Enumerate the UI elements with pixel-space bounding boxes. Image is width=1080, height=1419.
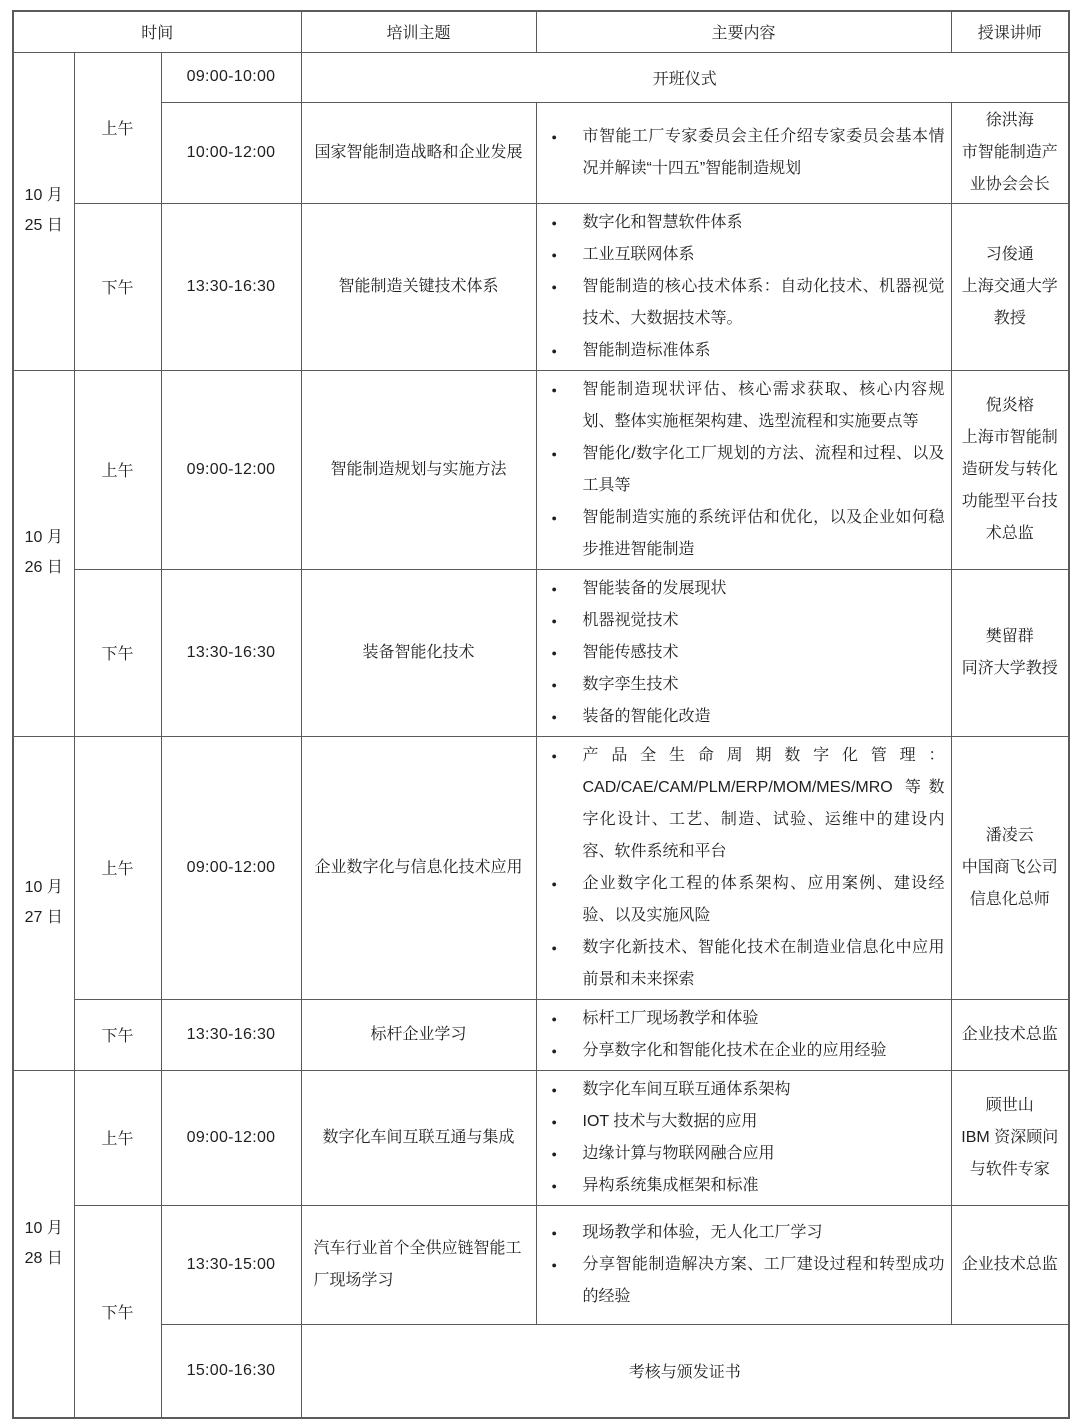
time-cell: 13:30-15:00 [161, 1205, 301, 1324]
lecturer-cell [951, 569, 1069, 736]
row-oct28-assessment [13, 1324, 1069, 1418]
bullet-text: 智能制造实施的系统评估和优化，以及企业如何稳步推进智能制造 [582, 508, 945, 558]
topic-cell: 企业数字化与信息化技术应用 [301, 736, 536, 999]
bullet-text: IOT 技术与大数据的应用 [582, 1112, 758, 1130]
bullet-icon: ● [551, 384, 557, 395]
bullet-item [549, 1249, 945, 1313]
lecturer-title: 与软件专家 [969, 1160, 1050, 1178]
bullet-text: 异构系统集成框架和标准 [582, 1176, 759, 1194]
bullet-icon: ● [551, 131, 557, 142]
bullet-item [549, 1170, 945, 1202]
bullet-item [549, 335, 945, 367]
bullet-icon: ● [551, 583, 557, 594]
bullet-icon: ● [551, 1013, 557, 1024]
bullet-text: 智能制造现状评估、核心需求获取、核心内容规划、整体实施框架构建、选型流程和实施要点等 [582, 380, 945, 430]
banner-cell-assessment: 考核与颁发证书 [301, 1324, 1069, 1418]
time-cell: 09:00-12:00 [161, 1070, 301, 1205]
lecturer-title: 企业技术总监 [961, 1255, 1058, 1273]
time-cell: 10:00-12:00 [161, 102, 301, 203]
bullet-icon: ● [551, 1084, 557, 1095]
bullet-text: 智能化/数字化工厂规划的方法、流程和过程、以及工具等 [582, 444, 945, 494]
bullet-text: 分享数字化和智能化技术在企业的应用经验 [582, 1041, 887, 1059]
bullet-item [549, 502, 945, 566]
row-oct25-pm [13, 203, 1069, 370]
bullet-item [549, 239, 945, 271]
bullet-text: 产品全生命周期数字化管理：CAD/CAE/CAM/PLM/ERP/MOM/MES/MRO 等数字化设计、工艺、制造、试验、运维中的建设内容、软件系统和平台 [582, 746, 945, 860]
bullet-icon: ● [551, 679, 557, 690]
bullet-icon: ● [551, 1045, 557, 1056]
bullet-text: 智能装备的发展现状 [582, 579, 727, 597]
bullet-icon: ● [551, 512, 557, 523]
bullet-text: 装备的智能化改造 [582, 707, 711, 725]
time-cell: 13:30-16:30 [161, 569, 301, 736]
lecturer-cell [951, 1205, 1069, 1324]
bullet-icon: ● [551, 878, 557, 889]
topic-cell: 国家智能制造战略和企业发展 [301, 102, 536, 203]
row-oct28-pm1 [13, 1205, 1069, 1324]
bullet-item [549, 1074, 945, 1106]
content-cell [536, 736, 951, 999]
ampm-cell: 上午 [74, 1070, 161, 1205]
bullet-text: 数字化车间互联互通体系架构 [582, 1080, 791, 1098]
lecturer-cell [951, 736, 1069, 999]
header-row [13, 11, 1069, 52]
bullet-item [549, 605, 945, 637]
lecturer-name: 倪炎榕 [985, 396, 1034, 414]
lecturer-cell [951, 370, 1069, 569]
ampm-cell: 下午 [74, 1205, 161, 1418]
header-time: 时间 [13, 11, 301, 52]
schedule-table [12, 10, 1070, 1419]
date-cell-oct27: 10 月 27 日 [13, 736, 74, 1070]
bullet-text: 市智能工厂专家委员会主任介绍专家委员会基本情况并解读“十四五”智能制造规划 [582, 127, 945, 177]
row-oct28-am [13, 1070, 1069, 1205]
content-cell [536, 569, 951, 736]
content-cell [536, 203, 951, 370]
bullet-item [549, 669, 945, 701]
bullet-text: 机器视觉技术 [582, 611, 679, 629]
bullet-item [549, 1106, 945, 1138]
ampm-cell: 上午 [74, 370, 161, 569]
lecturer-title: IBM 资深顾问 [961, 1128, 1059, 1146]
topic-cell: 智能制造规划与实施方法 [301, 370, 536, 569]
bullet-item [549, 207, 945, 239]
banner-cell-opening: 开班仪式 [301, 52, 1069, 102]
date-cell-oct26: 10 月 26 日 [13, 370, 74, 736]
bullet-item [549, 701, 945, 733]
topic-cell: 智能制造关键技术体系 [301, 203, 536, 370]
lecturer-name: 樊留群 [985, 627, 1034, 645]
bullet-item [549, 1138, 945, 1170]
bullet-item [549, 1217, 945, 1249]
lecturer-cell [951, 102, 1069, 203]
bullet-icon: ● [551, 1180, 557, 1191]
content-cell [536, 102, 951, 203]
bullet-item [549, 374, 945, 438]
bullet-icon: ● [551, 1227, 557, 1238]
bullet-item [549, 1003, 945, 1035]
lecturer-cell [951, 1070, 1069, 1205]
row-oct26-am [13, 370, 1069, 569]
lecturer-name: 徐洪海 [985, 111, 1034, 129]
bullet-icon: ● [551, 217, 557, 228]
bullet-text: 智能制造标准体系 [582, 341, 711, 359]
bullet-item [549, 1035, 945, 1067]
content-cell [536, 370, 951, 569]
lecturer-cell [951, 203, 1069, 370]
lecturer-title: 上海交通大学教授 [961, 277, 1058, 327]
lecturer-name: 潘凌云 [985, 826, 1034, 844]
bullet-icon: ● [551, 281, 557, 292]
time-cell: 09:00-12:00 [161, 370, 301, 569]
time-cell: 15:00-16:30 [161, 1324, 301, 1418]
bullet-icon: ● [551, 647, 557, 658]
bullet-icon: ● [551, 615, 557, 626]
content-cell [536, 999, 951, 1070]
lecturer-cell [951, 999, 1069, 1070]
bullet-text: 标杆工厂现场教学和体验 [582, 1009, 759, 1027]
bullet-icon: ● [551, 1259, 557, 1270]
header-topic: 培训主题 [301, 11, 536, 52]
ampm-cell: 上午 [74, 736, 161, 999]
bullet-icon: ● [551, 1116, 557, 1127]
lecturer-title: 企业技术总监 [961, 1025, 1058, 1043]
date-cell-oct25: 10 月 25 日 [13, 52, 74, 370]
row-oct27-pm [13, 999, 1069, 1070]
header-lecturer: 授课讲师 [951, 11, 1069, 52]
ampm-cell: 下午 [74, 203, 161, 370]
row-oct26-pm [13, 569, 1069, 736]
topic-cell: 数字化车间互联互通与集成 [301, 1070, 536, 1205]
lecturer-title: 中国商飞公司信息化总师 [961, 858, 1058, 908]
lecturer-name: 习俊通 [985, 245, 1034, 263]
bullet-text: 智能制造的核心技术体系：自动化技术、机器视觉技术、大数据技术等。 [582, 277, 945, 327]
bullet-text: 数字化新技术、智能化技术在制造业信息化中应用前景和未来探索 [582, 938, 945, 988]
content-cell [536, 1205, 951, 1324]
header-content: 主要内容 [536, 11, 951, 52]
bullet-item [549, 868, 945, 932]
bullet-item [549, 637, 945, 669]
time-cell: 13:30-16:30 [161, 999, 301, 1070]
bullet-item [549, 121, 945, 185]
ampm-cell: 下午 [74, 569, 161, 736]
bullet-item [549, 438, 945, 502]
bullet-text: 现场教学和体验，无人化工厂学习 [582, 1223, 823, 1241]
lecturer-title: 上海市智能制造研发与转化功能型平台技术总监 [961, 428, 1058, 542]
bullet-text: 分享智能制造解决方案、工厂建设过程和转型成功的经验 [582, 1255, 945, 1305]
time-cell: 13:30-16:30 [161, 203, 301, 370]
ampm-cell: 下午 [74, 999, 161, 1070]
bullet-text: 工业互联网体系 [582, 245, 695, 263]
content-cell [536, 1070, 951, 1205]
topic-cell: 汽车行业首个全供应链智能工厂现场学习 [301, 1205, 536, 1324]
bullet-icon: ● [551, 1148, 557, 1159]
bullet-item [549, 573, 945, 605]
bullet-icon: ● [551, 711, 557, 722]
bullet-text: 智能传感技术 [582, 643, 679, 661]
topic-cell: 装备智能化技术 [301, 569, 536, 736]
bullet-item [549, 740, 945, 868]
lecturer-title: 市智能制造产业协会会长 [961, 143, 1058, 193]
row-oct25-am2 [13, 102, 1069, 203]
bullet-item [549, 932, 945, 996]
lecturer-name: 顾世山 [985, 1096, 1034, 1114]
time-cell: 09:00-10:00 [161, 52, 301, 102]
row-oct25-opening [13, 52, 1069, 102]
time-cell: 09:00-12:00 [161, 736, 301, 999]
bullet-text: 数字化和智慧软件体系 [582, 213, 743, 231]
bullet-icon: ● [551, 249, 557, 260]
bullet-icon: ● [551, 750, 557, 761]
bullet-icon: ● [551, 345, 557, 356]
topic-cell: 标杆企业学习 [301, 999, 536, 1070]
bullet-text: 边缘计算与物联网融合应用 [582, 1144, 775, 1162]
lecturer-title: 同济大学教授 [961, 659, 1058, 677]
ampm-cell: 上午 [74, 52, 161, 203]
bullet-item [549, 271, 945, 335]
bullet-icon: ● [551, 448, 557, 459]
row-oct27-am [13, 736, 1069, 999]
bullet-text: 数字孪生技术 [582, 675, 679, 693]
bullet-icon: ● [551, 942, 557, 953]
bullet-text: 企业数字化工程的体系架构、应用案例、建设经验、以及实施风险 [582, 874, 945, 924]
date-cell-oct28: 10 月 28 日 [13, 1070, 74, 1418]
